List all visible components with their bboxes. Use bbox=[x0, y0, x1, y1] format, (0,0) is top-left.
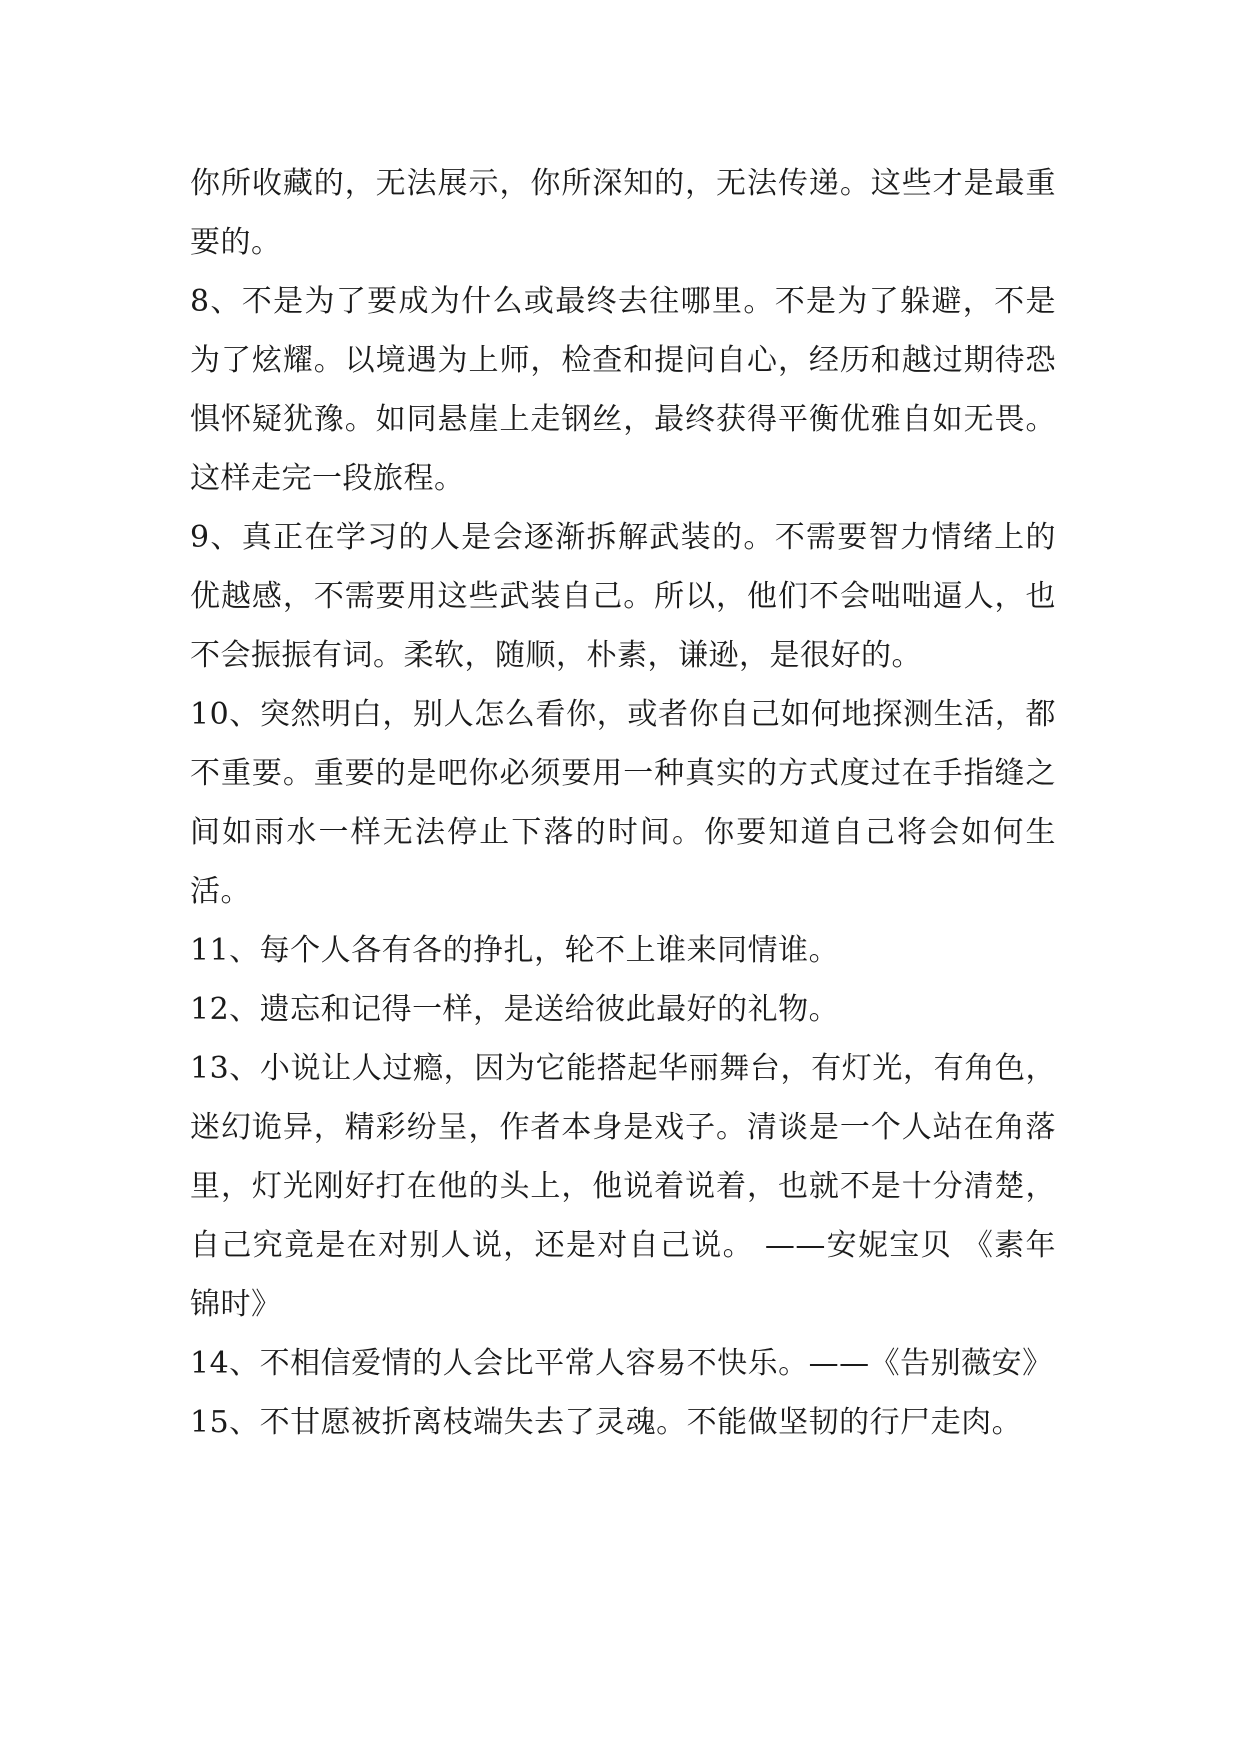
paragraph-9: 9、真正在学习的人是会逐渐拆解武装的。不需要智力情绪上的优越感，不需要用这些武装自己。所以，他们不会咄咄逼人，也不会振振有词。柔软，随顺，朴素，谦逊，是很好的。 bbox=[190, 520, 1056, 673]
paragraph-11: 11、每个人各有各的挣扎，轮不上谁来同情谁。 bbox=[190, 933, 840, 968]
document-body bbox=[190, 154, 1056, 1452]
paragraph-12: 12、遗忘和记得一样，是送给彼此最好的礼物。 bbox=[190, 992, 840, 1027]
paragraph-13: 13、小说让人过瘾，因为它能搭起华丽舞台，有灯光，有角色，迷幻诡异，精彩纷呈，作者本身是戏子。清谈是一个人站在角落里，灯光刚好打在他的头上，他说着说着，也就不是十分清楚，自己究竟是在对别人说，还是对自己说。 ——安妮宝贝 《素年锦时》 bbox=[190, 1051, 1056, 1322]
paragraph-8: 8、不是为了要成为什么或最终去往哪里。不是为了躲避，不是为了炫耀。以境遇为上师，检查和提问自心，经历和越过期待恐惧怀疑犹豫。如同悬崖上走钢丝，最终获得平衡优雅自如无畏。这样走完一段旅程。 bbox=[190, 284, 1056, 496]
paragraph-14: 14、不相信爱情的人会比平常人容易不快乐。——《告别薇安》 bbox=[190, 1346, 1053, 1381]
paragraph-15: 15、不甘愿被折离枝端失去了灵魂。不能做坚韧的行尸走肉。 bbox=[190, 1405, 1023, 1440]
paragraph-10: 10、突然明白，别人怎么看你，或者你自己如何地探测生活，都不重要。重要的是吧你必须要用一种真实的方式度过在手指缝之间如雨水一样无法停止下落的时间。你要知道自己将会如何生活。 bbox=[190, 697, 1056, 909]
paragraph-intro: 你所收藏的，无法展示，你所深知的，无法传递。这些才是最重要的。 bbox=[190, 166, 1056, 260]
